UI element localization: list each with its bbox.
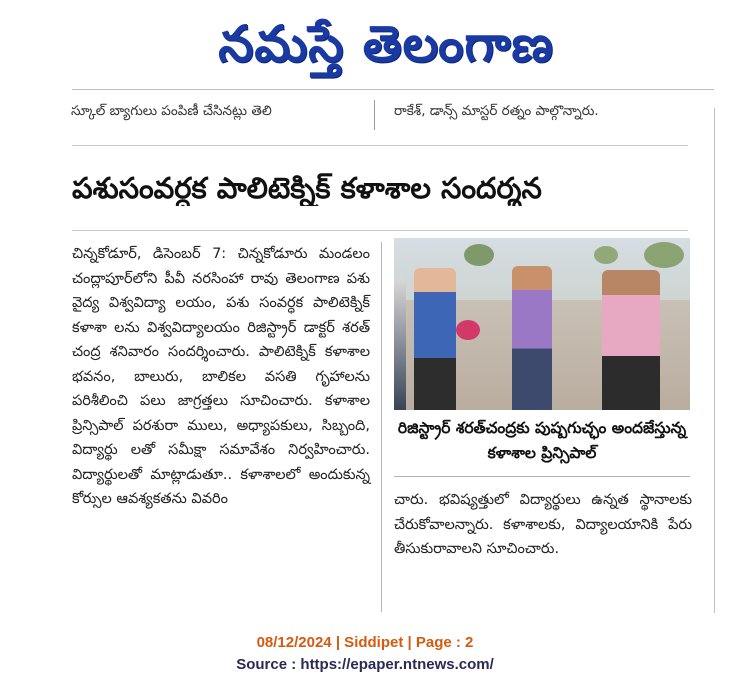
footer-source-link[interactable]: Source : https://epaper.ntnews.com/ <box>236 656 494 673</box>
headline-rule-bottom <box>72 230 688 231</box>
masthead <box>58 8 714 88</box>
article-body-left <box>72 242 370 512</box>
top-strip-left-text: స్కూల్ బ్యాగులు పంపిణీ చేసినట్లు తెలి <box>71 103 272 119</box>
person-staff <box>602 270 660 410</box>
newspaper-title: నమస్తే తెలంగాణ <box>218 15 554 73</box>
person-registrar <box>414 268 456 410</box>
person-principal <box>512 266 552 410</box>
masthead-rule <box>72 89 714 90</box>
headline-rule-top <box>72 145 688 146</box>
photo-caption: రిజిస్ట్రార్ శరత్‌చంద్రకు పుష్పగుచ్ఛం అందజేస్తున్న కళాశాల ప్రిన్సిపాల్ <box>397 419 687 462</box>
top-strip-right-text: రాకేశ్, డాన్స్ మాస్టర్ రత్నం పాల్గొన్నారు. <box>394 103 599 119</box>
clipping-right-edge <box>714 108 715 613</box>
article-photo <box>394 238 690 410</box>
article-paragraph-right: చారు. భవిష్యత్తులో విద్యార్థులు ఉన్నత స్థానాలకు చేరుకోవాలన్నారు. కళాశాలకు, విద్యాలయానికి పేరు తీసుకురావాలని సూచించారు. <box>394 492 692 557</box>
column-divider-top <box>374 100 375 130</box>
clipping-footer <box>0 632 730 676</box>
caption-rule <box>394 476 690 477</box>
article-headline: పశుసంవర్ధక పాలిటెక్నిక్ కళాశాల సందర్శన <box>72 171 542 205</box>
column-divider <box>381 242 382 612</box>
footer-date-edition-page: 08/12/2024 | Siddipet | Page : 2 <box>256 634 474 651</box>
article-body-right <box>394 488 692 562</box>
article-paragraph-left: చిన్నకోడూర్, డిసెంబర్ 7: చిన్నకోడూరు మండలం చంద్లాపూర్‌లోని పీవీ నరసింహా రావు తెలంగాణ పశు వైద్య విశ్వవిద్యా లయం, పశు సంవర్ధక పాలిటెక్నిక్ కళాశా లను విశ్వవిద్యాలయం రిజిస్ట్రార్ డాక్టర్ శరత్ చంద్ర శనివారం సందర్శించారు. పాలిటెక్నిక్ కళాశాల భవనం, బాలురు, బాలికల వసతి గృహాలను పరిశీలించి పలు జాగ్రత్తలు సూచించారు. కళాశాల ప్రిన్సిపాల్ పరశురా ములు, అధ్యాపకులు, సిబ్బంది, విద్యార్థు లతో సమీక్షా సమావేశం నిర్వహించారు. విద్యార్థులతో మాట్లాడుతూ.. కళాశాలలో అందుకున్న కోర్సుల ఆవశ్యకతను వివరిం <box>72 246 370 507</box>
newspaper-clipping <box>58 8 714 614</box>
